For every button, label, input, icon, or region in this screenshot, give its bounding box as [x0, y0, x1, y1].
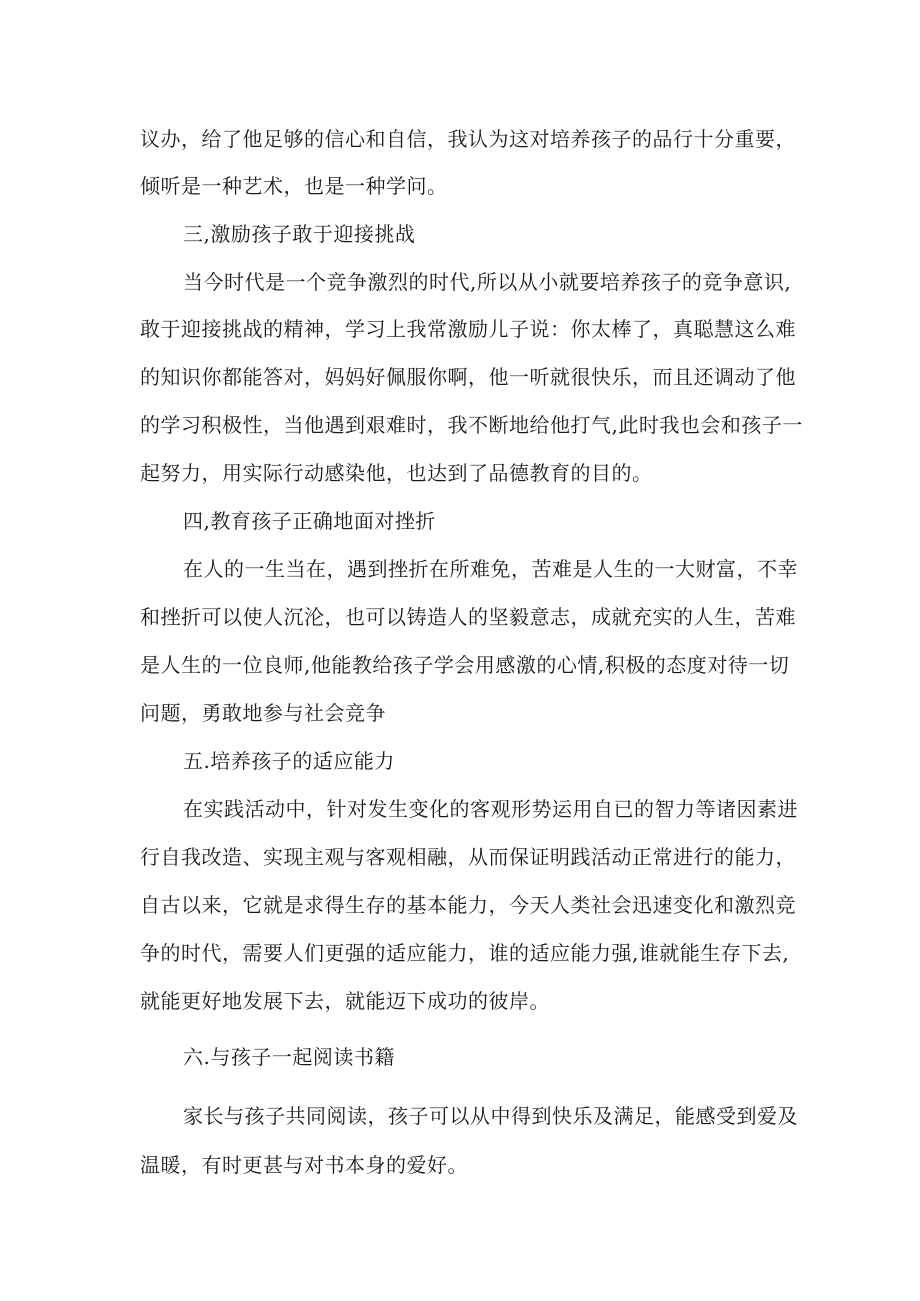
- body-line: 是人生的一位良师,他能教给孩子学会用感激的心情,积极的态度对待一切: [140, 653, 790, 677]
- body-line: 行自我改造、实现主观与客观相融，从而保证明践活动正常进行的能力，: [140, 845, 796, 869]
- body-line: 的知识你都能答对，妈妈好佩服你啊，他一听就很快乐，而且还调动了他: [140, 365, 796, 389]
- body-line: 和挫折可以使人沉沦，也可以铸造人的坚毅意志，成就充实的人生，苦难: [140, 605, 796, 629]
- section-heading: 五.培养孩子的适应能力: [183, 749, 395, 773]
- body-line: 家长与孩子共同阅读，孩子可以从中得到快乐及满足，能感受到爱及: [183, 1104, 798, 1128]
- body-line: 当今时代是一个竞争激烈的时代,所以从小就要培养孩子的竞争意识,: [183, 270, 792, 294]
- section-heading: 六.与孩子一起阅读书籍: [183, 1045, 395, 1069]
- section-heading: 四,教育孩子正确地面对挫折: [183, 509, 436, 533]
- body-line: 问题，勇敢地参与社会竞争: [140, 701, 386, 725]
- body-line: 在人的一生当在，遇到挫折在所难免，苦难是人生的一大财富，不幸: [183, 557, 798, 581]
- body-line: 的学习积极性，当他遇到艰难时，我不断地给他打气,此时我也会和孩子一: [140, 413, 803, 437]
- body-line: 就能更好地发展下去，就能迈下成功的彼岸。: [140, 989, 550, 1013]
- body-line: 温暖，有时更甚与对书本身的爱好。: [140, 1153, 468, 1177]
- section-heading: 三,激励孩子敢于迎接挑战: [183, 222, 416, 246]
- body-line: 敢于迎接挑战的精神，学习上我常激励儿子说：你太棒了，真聪慧这么难: [140, 317, 796, 341]
- body-line: 争的时代，需要人们更强的适应能力，谁的适应能力强,谁就能生存下去,: [140, 941, 790, 965]
- body-line: 起努力，用实际行动感染他，也达到了品德教育的目的。: [140, 461, 653, 485]
- body-line: 在实践活动中，针对发生变化的客观形势运用自已的智力等诸因素进: [183, 797, 798, 821]
- body-line: 倾听是一种艺术，也是一种学问。: [140, 174, 448, 198]
- body-line: 议办，给了他足够的信心和自信，我认为这对培养孩子的品行十分重要，: [140, 127, 796, 151]
- body-line: 自古以来，它就是求得生存的基本能力，今天人类社会迅速变化和激烈竞: [140, 893, 796, 917]
